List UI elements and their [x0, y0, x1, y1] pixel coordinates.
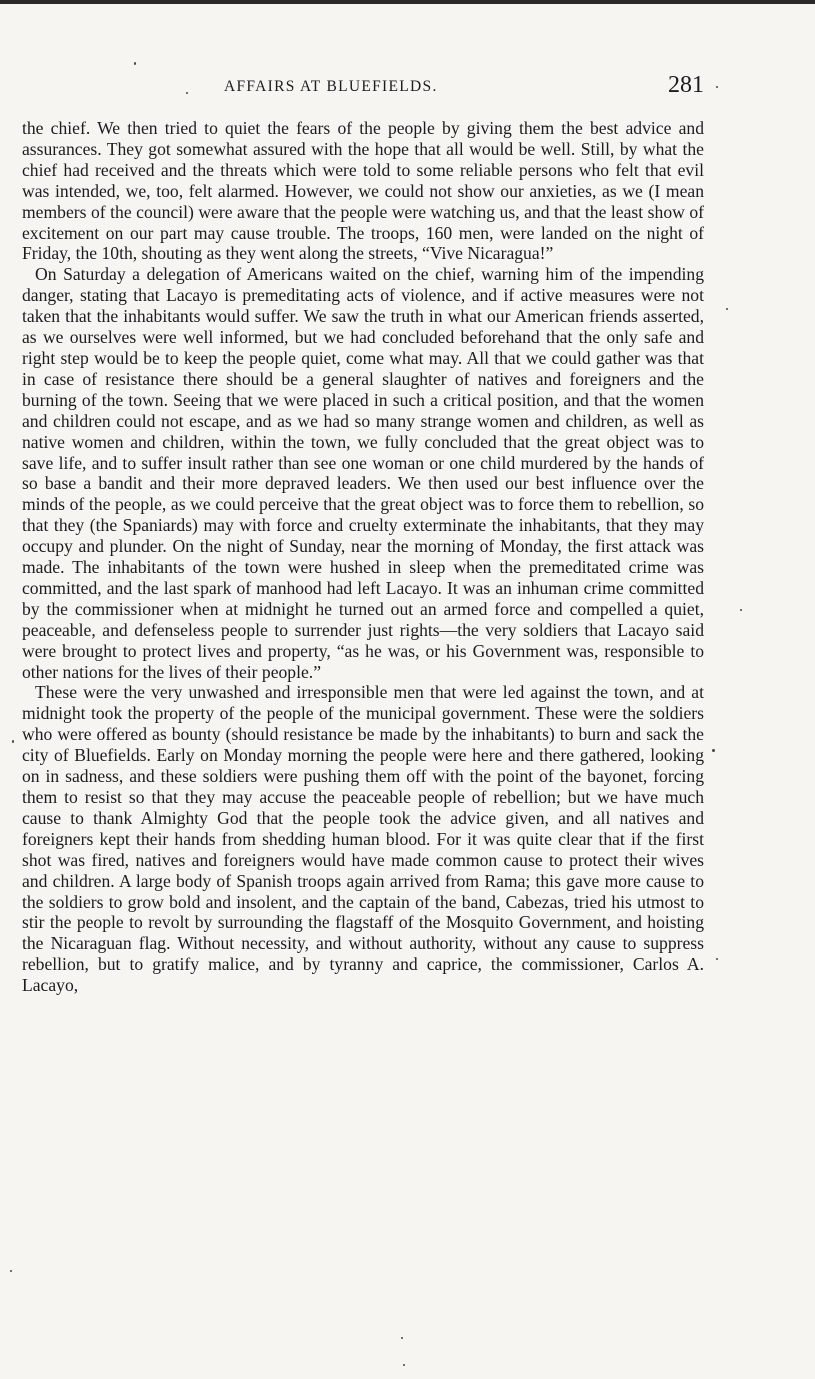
scan-speck: [186, 92, 188, 94]
running-head-title: AFFAIRS AT BLUEFIELDS.: [224, 78, 438, 95]
scan-speck: [712, 749, 715, 752]
running-head: [24, 72, 704, 102]
scan-speck: [716, 86, 718, 88]
scan-top-edge: [0, 0, 815, 4]
scan-speck: [401, 1337, 403, 1339]
scan-speck: [726, 308, 728, 310]
paragraph-1: the chief. We then tried to quiet the fears of the people by giving them the best advice and assurances. They got somewhat assured with the hope that all would be well. Still, by what the chief had received and the threats which were told to some reliable persons who felt that evil was intended, we, too, felt alarmed. However, we could not show our anxieties, as we (I mean members of the council) were aware that the people were watching us, and that the least show of excitement on our part may cause trouble. The troops, 160 men, were landed on the night of Friday, the 10th, shouting as they went along the streets, “Vive Nicaragua!”: [22, 118, 704, 264]
page-number: 281: [668, 72, 704, 98]
scan-speck: [10, 1270, 12, 1272]
scan-speck: [403, 1364, 405, 1366]
scan-speck: [12, 740, 14, 743]
paragraph-2: On Saturday a delegation of Americans waited on the chief, warning him of the impending danger, stating that Lacayo is premeditating acts of violence, and if active measures were not taken that the inhabitants would suffer. We saw the truth in what our American friends asserted, as we ourselves were well informed, but we had concluded beforehand that the only safe and right step would be to keep the people quiet, come what may. All that we could gather was that in case of resistance there should be a general slaughter of natives and foreigners and the burning of the town. Seeing that we were placed in such a critical position, and that the women and children could not escape, and as we had so many strange women and children, as well as native women and children, within the town, we fully concluded that the great object was to save life, and to suffer insult rather than see one woman or one child murdered by the hands of so base a bandit and their more depraved leaders. We then used our best influence over the minds of the people, as we could perceive that the great object was to force them to rebellion, so that they (the Spaniards) may with force and cruelty exterminate the inhabitants, that they may occupy and plunder. On the night of Sunday, near the morning of Monday, the first attack was made. The inhabitants of the town were hushed in sleep when the premeditated crime was committed, and the last spark of manhood had left Lacayo. It was an inhuman crime committed by the commissioner when at midnight he turned out an armed force and compelled a quiet, peaceable, and defenseless people to surrender just rights—the very soldiers that Lacayo said were brought to protect lives and property, “as he was, or his Government was, responsible to other nations for the lives of their people.”: [22, 264, 704, 682]
body-text: [22, 118, 704, 996]
scan-speck: [716, 958, 718, 960]
scan-speck: [740, 609, 742, 611]
paragraph-3: These were the very unwashed and irresponsible men that were led against the town, and at midnight took the property of the people of the municipal government. These were the soldiers who were offered as bounty (should resistance be made by the inhabitants) to burn and sack the city of Bluefields. Early on Monday morning the people were here and there gathered, looking on in sadness, and these soldiers were pushing them off with the point of the bayonet, forcing them to resist so that they may accuse the peaceable people of rebellion; but we have much cause to thank Almighty God that the people took the advice given, and all natives and foreigners kept their hands from shedding human blood. For it was quite clear that if the first shot was fired, natives and foreigners would have made common cause to protect their wives and children. A large body of Spanish troops again arrived from Rama; this gave more cause to the soldiers to grow bold and insolent, and the captain of the band, Cabezas, tried his utmost to stir the people to revolt by surrounding the flagstaff of the Mosquito Government, and hoisting the Nicaraguan flag. Without necessity, and without authority, without any cause to suppress rebellion, but to gratify malice, and by tyranny and caprice, the commissioner, Carlos A. Lacayo,: [22, 682, 704, 996]
scan-speck: [134, 62, 136, 65]
